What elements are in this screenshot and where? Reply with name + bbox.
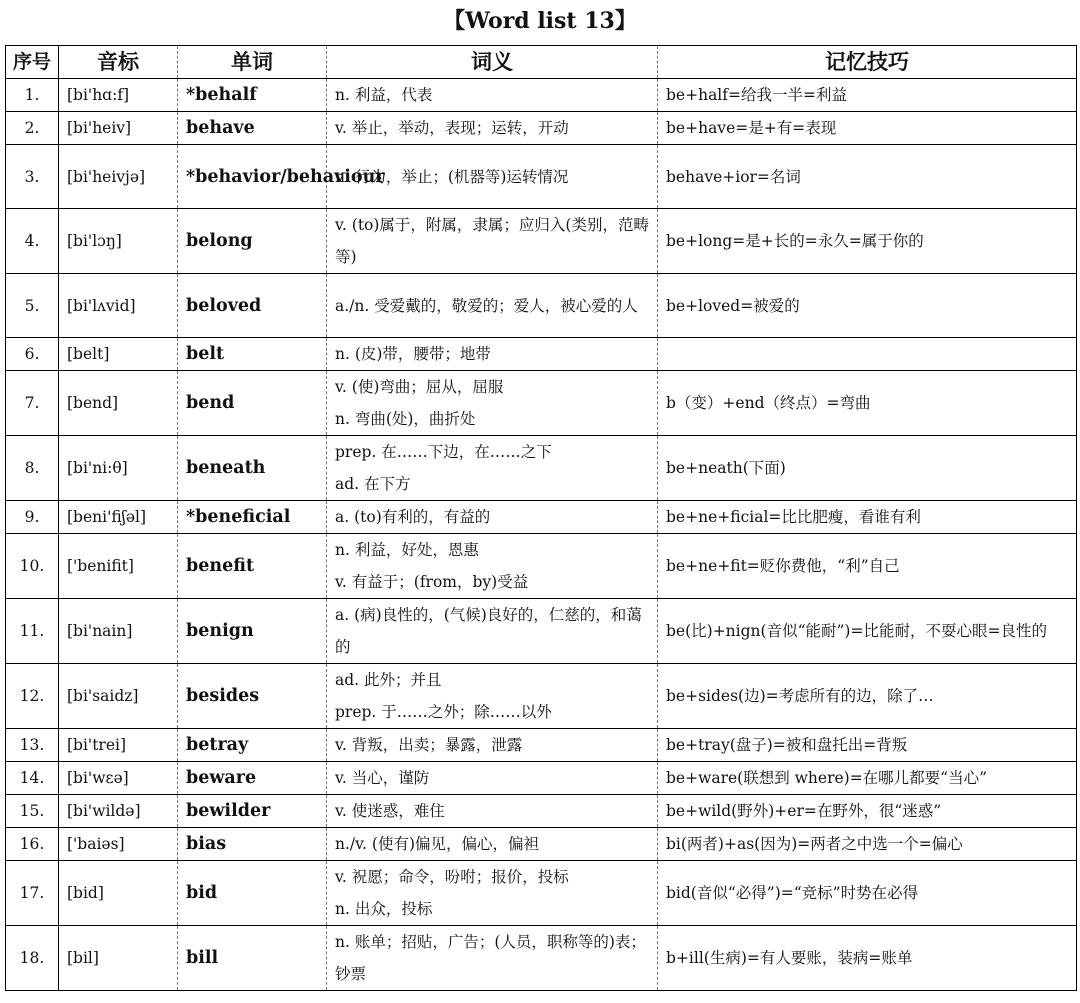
row-phonetic: [belt] — [59, 338, 178, 371]
meaning-line: v. 背叛，出卖；暴露，泄露 — [335, 736, 523, 754]
row-mnemonic: be+neath(下面) — [658, 436, 1077, 501]
row-word: beneath — [178, 436, 327, 501]
meaning-line: n./v. (使有)偏见，偏心，偏袒 — [335, 835, 539, 853]
row-word: belong — [178, 209, 327, 274]
row-number: 4. — [6, 209, 59, 274]
row-mnemonic: be+ne+ficial=比比肥瘦，看谁有利 — [658, 501, 1077, 534]
meaning-line: v. 有益于；(from，by)受益 — [335, 573, 529, 591]
row-word: besides — [178, 664, 327, 729]
table-row — [6, 274, 1077, 338]
row-number: 1. — [6, 79, 59, 112]
meaning-line: v. (to)属于，附属，隶属；应归入(类别，范畴等) — [335, 216, 649, 266]
row-meaning — [327, 534, 658, 599]
row-word: *behavior/behaviour — [178, 145, 327, 209]
row-number: 15. — [6, 795, 59, 828]
table-row — [6, 762, 1077, 795]
row-phonetic: [beni'fiʃəl] — [59, 501, 178, 534]
row-number: 13. — [6, 729, 59, 762]
row-mnemonic — [658, 338, 1077, 371]
header-number: 序号 — [6, 46, 59, 79]
row-meaning — [327, 209, 658, 274]
table-row — [6, 828, 1077, 861]
meaning-line: v. 举止，举动，表现；运转，开动 — [335, 119, 569, 137]
row-number: 3. — [6, 145, 59, 209]
table-row — [6, 861, 1077, 926]
row-number: 5. — [6, 274, 59, 338]
table-row — [6, 926, 1077, 991]
row-phonetic: [bi'lɔŋ] — [59, 209, 178, 274]
row-meaning — [327, 926, 658, 991]
meaning-line: n. 账单；招贴，广告；(人员，职称等的)表；钞票 — [335, 933, 646, 983]
row-mnemonic: be+long=是+长的=永久=属于你的 — [658, 209, 1077, 274]
header-word: 单词 — [178, 46, 327, 79]
row-mnemonic: bid(音似“必得”)=“竞标”时势在必得 — [658, 861, 1077, 926]
row-number: 10. — [6, 534, 59, 599]
row-mnemonic: be+sides(边)=考虑所有的边，除了… — [658, 664, 1077, 729]
row-meaning — [327, 599, 658, 664]
row-phonetic: [bid] — [59, 861, 178, 926]
row-word: *beneficial — [178, 501, 327, 534]
meaning-line: n. (皮)带，腰带；地带 — [335, 345, 491, 363]
meaning-line: v. (使)弯曲；屈从，屈服 — [335, 378, 504, 396]
table-row — [6, 209, 1077, 274]
row-word: beloved — [178, 274, 327, 338]
meaning-line: v. 祝愿；命令，吩咐；报价，投标 — [335, 868, 569, 886]
row-word: beware — [178, 762, 327, 795]
word-list-table — [5, 45, 1077, 991]
row-meaning — [327, 729, 658, 762]
meaning-line: a./n. 受爱戴的，敬爱的；爱人，被心爱的人 — [335, 296, 638, 315]
table-header-row — [6, 46, 1077, 79]
row-word: benefit — [178, 534, 327, 599]
row-word: betray — [178, 729, 327, 762]
row-number: 16. — [6, 828, 59, 861]
meaning-line: n. 行为，举止；(机器等)运转情况 — [335, 167, 569, 186]
row-word: bias — [178, 828, 327, 861]
row-word: bend — [178, 371, 327, 436]
row-meaning — [327, 371, 658, 436]
row-word: bewilder — [178, 795, 327, 828]
row-number: 11. — [6, 599, 59, 664]
row-number: 8. — [6, 436, 59, 501]
meaning-line: ad. 此外；并且 — [335, 671, 442, 689]
table-row — [6, 145, 1077, 209]
row-meaning — [327, 274, 658, 338]
row-number: 7. — [6, 371, 59, 436]
row-phonetic: [bend] — [59, 371, 178, 436]
row-mnemonic: be+half=给我一半=利益 — [658, 79, 1077, 112]
row-meaning — [327, 795, 658, 828]
row-number: 6. — [6, 338, 59, 371]
row-phonetic: [bi'saidz] — [59, 664, 178, 729]
table-row — [6, 112, 1077, 145]
row-mnemonic: be+wild(野外)+er=在野外，很“迷惑” — [658, 795, 1077, 828]
row-word: bill — [178, 926, 327, 991]
table-row — [6, 338, 1077, 371]
row-meaning — [327, 338, 658, 371]
row-phonetic: ['baiəs] — [59, 828, 178, 861]
row-phonetic: [bi'wεə] — [59, 762, 178, 795]
row-mnemonic: behave+ior=名词 — [658, 145, 1077, 209]
row-phonetic: [bi'heiv] — [59, 112, 178, 145]
row-phonetic: [bi'wildə] — [59, 795, 178, 828]
row-mnemonic: bi(两者)+as(因为)=两者之中选一个=偏心 — [658, 828, 1077, 861]
meaning-line: v. 当心，谨防 — [335, 769, 430, 787]
row-number: 17. — [6, 861, 59, 926]
table-row — [6, 664, 1077, 729]
row-word: benign — [178, 599, 327, 664]
row-meaning — [327, 861, 658, 926]
table-row — [6, 501, 1077, 534]
row-mnemonic: be+ne+fit=贬你费他，“利”自己 — [658, 534, 1077, 599]
page-title: 【Word list 13】 — [443, 8, 637, 34]
table-row — [6, 79, 1077, 112]
row-mnemonic: be+tray(盘子)=被和盘托出=背叛 — [658, 729, 1077, 762]
row-word: belt — [178, 338, 327, 371]
row-phonetic: [bil] — [59, 926, 178, 991]
header-phonetic: 音标 — [59, 46, 178, 79]
meaning-line: n. 利益，好处，恩惠 — [335, 541, 479, 559]
row-word: behave — [178, 112, 327, 145]
row-phonetic: ['benifit] — [59, 534, 178, 599]
row-mnemonic: b（变）+end（终点）=弯曲 — [658, 371, 1077, 436]
meaning-line: n. 弯曲(处)，曲折处 — [335, 410, 476, 428]
row-number: 2. — [6, 112, 59, 145]
row-mnemonic: be+loved=被爱的 — [658, 274, 1077, 338]
meaning-line: ad. 在下方 — [335, 475, 411, 493]
meaning-line: v. 使迷惑，难住 — [335, 802, 445, 820]
row-mnemonic: b+ill(生病)=有人要账，装病=账单 — [658, 926, 1077, 991]
row-number: 18. — [6, 926, 59, 991]
table-row — [6, 436, 1077, 501]
row-phonetic: [bi'trei] — [59, 729, 178, 762]
row-phonetic: [bi'lʌvid] — [59, 274, 178, 338]
table-row — [6, 534, 1077, 599]
meaning-line: n. 利益，代表 — [335, 86, 433, 104]
row-meaning — [327, 145, 658, 209]
row-number: 12. — [6, 664, 59, 729]
row-number: 14. — [6, 762, 59, 795]
row-word: bid — [178, 861, 327, 926]
row-meaning — [327, 664, 658, 729]
meaning-line: n. 出众，投标 — [335, 900, 433, 918]
row-mnemonic: be(比)+nign(音似“能耐”)=比能耐，不耍心眼=良性的 — [658, 599, 1077, 664]
row-phonetic: [bi'ni:θ] — [59, 436, 178, 501]
table-row — [6, 729, 1077, 762]
row-meaning — [327, 762, 658, 795]
meaning-line: prep. 在……下边，在……之下 — [335, 443, 552, 461]
row-meaning — [327, 828, 658, 861]
meaning-line: prep. 于……之外；除……以外 — [335, 703, 552, 721]
table-row — [6, 795, 1077, 828]
header-mnemonic: 记忆技巧 — [658, 46, 1077, 79]
row-meaning — [327, 436, 658, 501]
row-meaning — [327, 79, 658, 112]
table-row — [6, 599, 1077, 664]
row-word: *behalf — [178, 79, 327, 112]
header-meaning: 词义 — [327, 46, 658, 79]
table-row — [6, 371, 1077, 436]
row-phonetic: [bi'heivjə] — [59, 145, 178, 209]
row-phonetic: [bi'nain] — [59, 599, 178, 664]
row-mnemonic: be+have=是+有=表现 — [658, 112, 1077, 145]
row-phonetic: [bi'hɑ:f] — [59, 79, 178, 112]
row-mnemonic: be+ware(联想到 where)=在哪儿都要“当心” — [658, 762, 1077, 795]
meaning-line: a. (病)良性的，(气候)良好的，仁慈的，和蔼的 — [335, 606, 642, 656]
row-number: 9. — [6, 501, 59, 534]
row-meaning — [327, 501, 658, 534]
row-meaning — [327, 112, 658, 145]
meaning-line: a. (to)有利的，有益的 — [335, 508, 491, 526]
